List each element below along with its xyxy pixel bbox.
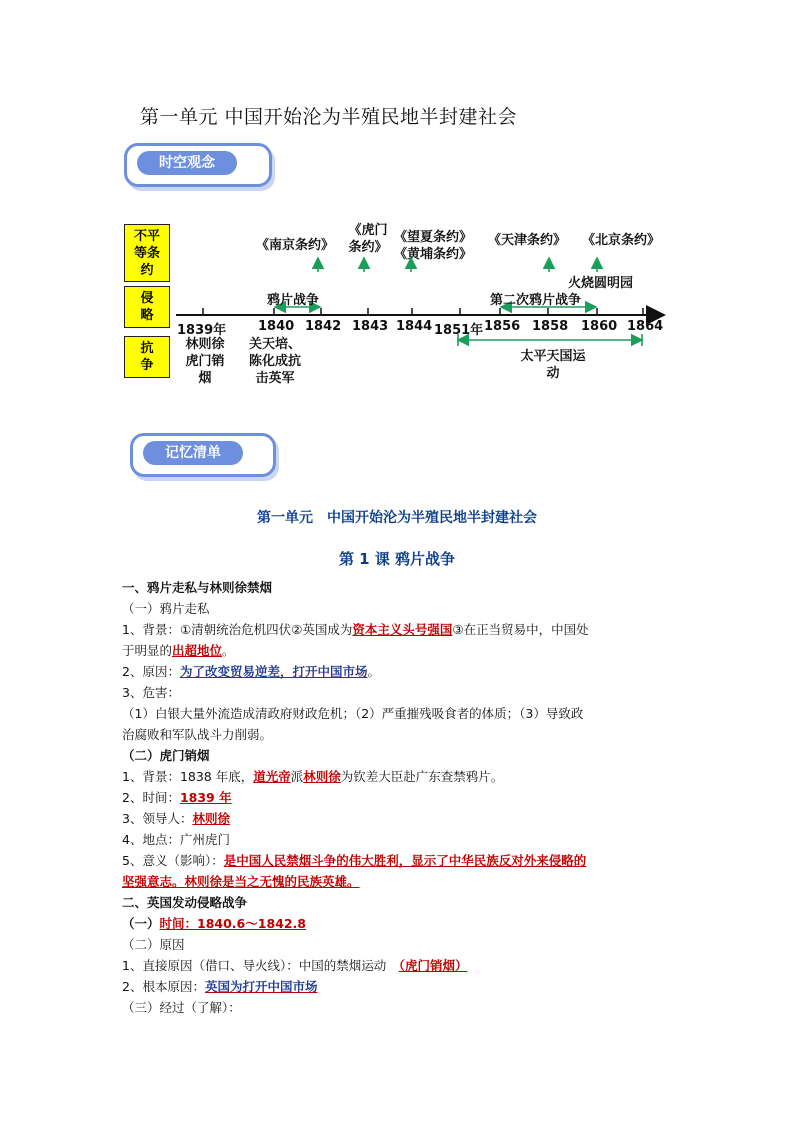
content-line: 2、根本原因：英国为打开中国市场 — [122, 979, 318, 994]
year-1851: 1851年 — [434, 323, 484, 338]
content-line: 2、原因：为了改变贸易逆差，打开中国市场。 — [122, 664, 380, 679]
content-line: 1、背景：1838 年底，道光帝派林则徐为钦差大臣赴广东查禁鸦片。 — [122, 769, 504, 784]
memory-tab — [130, 433, 276, 477]
spacetime-tab-label: 时空观念 — [137, 151, 237, 175]
unit-heading: 第一单元 中国开始沦为半殖民地半封建社会 — [257, 510, 537, 526]
timeline-ticks — [203, 308, 643, 315]
treaty-arrows — [318, 258, 597, 272]
timeline-graphic — [0, 0, 794, 400]
content-line: （二）虎门销烟 — [122, 748, 210, 763]
event-lin-zexu: 林则徐 虎门销 烟 — [185, 337, 225, 386]
content-line: 坚强意志。林则徐是当之无愧的民族英雄。 — [122, 874, 360, 889]
content-line: （一）鸦片走私 — [122, 601, 210, 616]
content-line: （三）经过（了解）： — [122, 1000, 241, 1015]
year-1844: 1844 — [396, 319, 433, 334]
event-yuanmingyuan: 火烧圆明园 — [568, 276, 634, 291]
content-line: 治腐败和军队战斗力削弱。 — [122, 727, 273, 742]
treaty-nanjing: 《南京条约》 — [256, 238, 335, 253]
treaty-wangxia: 《望夏条约》 — [394, 230, 473, 245]
row-label-resistance: 抗 争 — [124, 336, 170, 378]
content-line: 于明显的出超地位。 — [122, 643, 235, 658]
lesson-heading: 第 1 课 鸦片战争 — [338, 550, 456, 568]
content-line: 一、鸦片走私与林则徐禁烟 — [122, 580, 273, 595]
event-guan-chen: 关天培、 陈化成抗 击英军 — [248, 337, 301, 386]
event-opium-war: 鸦片战争 — [267, 293, 320, 308]
year-1858: 1858 — [532, 319, 569, 334]
content-line: （二）原因 — [122, 937, 185, 952]
row-label-aggression: 侵 略 — [124, 286, 170, 328]
content-line: 1、直接原因（借口、导火线）：中国的禁烟运动 （虎门销烟） — [122, 958, 468, 973]
content-line: 2、时间：1839 年 — [122, 790, 232, 805]
memory-tab-label: 记忆清单 — [143, 441, 243, 465]
content-line: （一）时间：1840.6～1842.8 — [122, 916, 306, 931]
treaty-tianjin: 《天津条约》 — [488, 233, 567, 248]
year-1856: 1856 — [484, 319, 521, 334]
content-line: 二、英国发动侵略战争 — [122, 895, 248, 910]
year-1860: 1860 — [581, 319, 618, 334]
content-line: 4、地点：广州虎门 — [122, 832, 230, 847]
row-label-treaty: 不平 等条 约 — [124, 224, 170, 282]
content-line: （1）白银大量外流造成清政府财政危机；（2）严重摧残吸食者的体质；（3）导致政 — [122, 706, 584, 721]
year-1843: 1843 — [352, 319, 389, 334]
page-title: 第一单元 中国开始沦为半殖民地半封建社会 — [140, 106, 518, 128]
year-1842: 1842 — [305, 319, 342, 334]
treaty-humen: 《虎门 条约》 — [348, 223, 388, 255]
content-line: 1、背景：①清朝统治危机四伏②英国成为资本主义头号强国③在正当贸易中，中国处 — [122, 622, 589, 637]
year-1839: 1839年 — [177, 323, 227, 338]
content-line: 3、危害： — [122, 685, 180, 700]
year-1864: 1864 — [627, 319, 664, 334]
treaty-huangpu: 《黄埔条约》 — [394, 247, 473, 262]
treaty-beijing: 《北京条约》 — [582, 233, 661, 248]
content-line: 5、意义（影响）：是中国人民禁烟斗争的伟大胜利，显示了中华民族反对外来侵略的 — [122, 853, 587, 868]
year-1840: 1840 — [258, 319, 295, 334]
content-line: 3、领导人：林则徐 — [122, 811, 230, 826]
event-second-opium-war: 第二次鸦片战争 — [490, 293, 582, 308]
event-taiping: 太平天国运 动 — [520, 349, 586, 381]
